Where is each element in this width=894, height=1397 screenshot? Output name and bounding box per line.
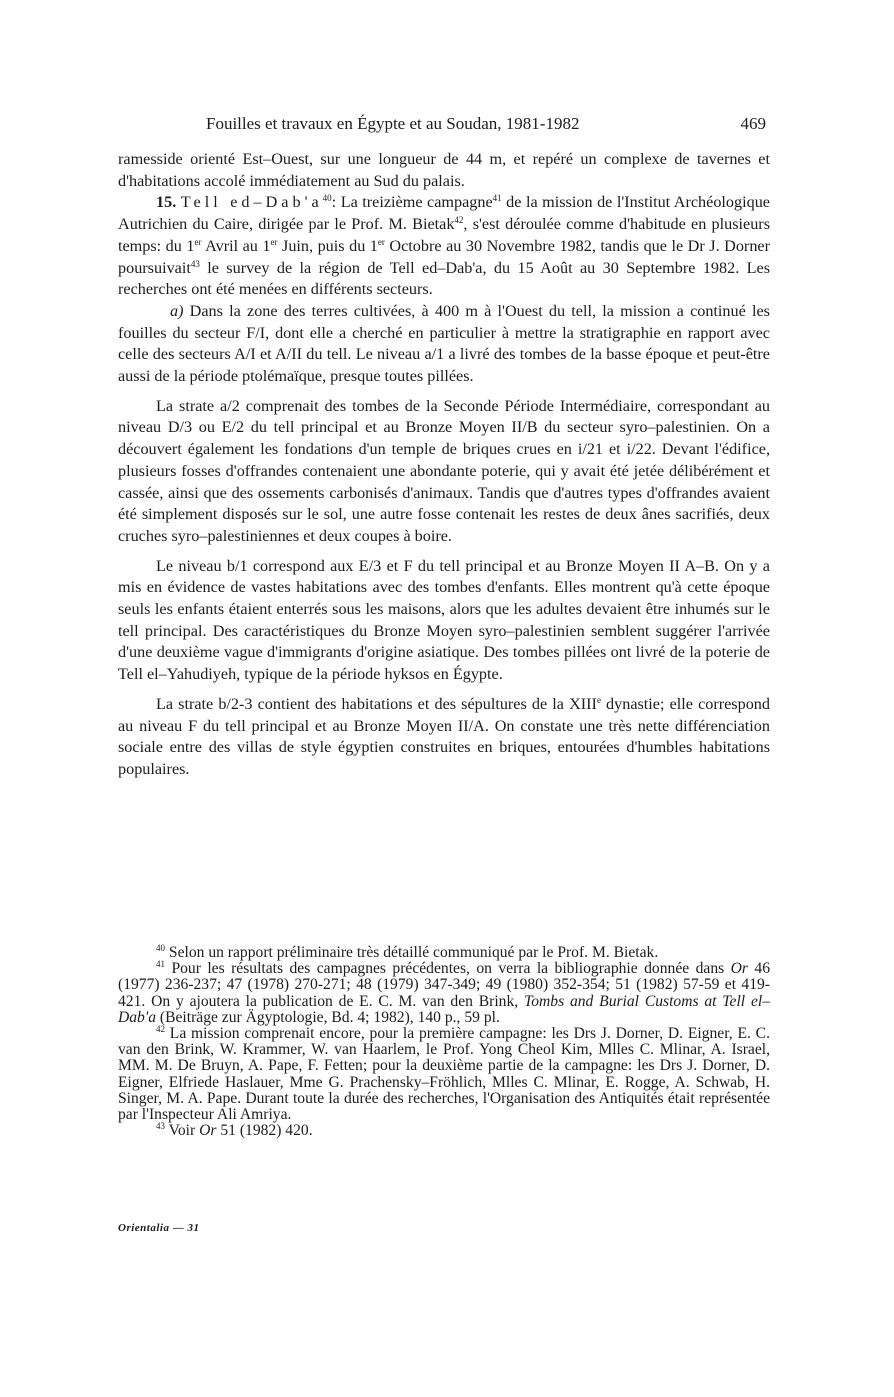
signature-mark: Orientalia — 31 [118, 1222, 200, 1234]
site-name: Tell ed–Dab'a [180, 193, 323, 212]
footnote-number: 40 [156, 943, 165, 953]
list-label: a) [170, 301, 184, 320]
footnote-number: 43 [156, 1121, 165, 1132]
footnote-number: 41 [156, 959, 165, 970]
footnote-number: 42 [156, 1024, 165, 1035]
running-title: Fouilles et travaux en Égypte et au Soudan, 1981-1982 [206, 114, 580, 133]
footnote-42: $^{42}$ La mission comprenait encore, pour la première campagne: les Drs J. Dorner, D. Eigner, E. C. van den Brink, W. Krammer, W. van Haarlem, le Prof. Yong Cheol Kim, Mlles C. Mlinar, A. Israel, MM. M. De Bruyn, A. Pape, F. Fetten; pour la deuxième partie de la campagne: les Drs J. Dorner, D. Eigner, Elfriede Haslauer, Mme G. Prachensky–Fröhlich, Mlles C. Mlinar, E. Rogge, A. Schwab, H. Singer, M. A. Pape. Durant toute la durée des recherches, l'Organisation des Antiquités était représentée par l'Inspecteur Ali Amriya. [118, 1024, 770, 1124]
footnote-ref-43[interactable]: 43 [190, 258, 200, 269]
paragraph-niveau-b1: Le niveau b/1 correspond aux E/3 et F du tell principal et au Bronze Moyen II A–B. On y a mis en évidence de vastes habitations avec des tombes d'enfants. Elles montrent qu'à cette époque seuls les enfants étaient enterrés sous les maisons, alors que les adultes devaient être inhumés sur le tell principal. Des caractéristiques du Bronze Moyen syro–palestinien semblent suggérer l'arrivée d'une deuxième vague d'immigrants d'origine asiatique. Des tombes pillées ont livré de la poterie de Tell el–Yahudiyeh, typique de la période hyksos en Égypte. [118, 556, 770, 684]
footnotes [118, 945, 770, 1139]
footnote-ref-41[interactable]: 41 [492, 193, 502, 204]
paragraph-section-15: 15. Tell $ed-Dab'a^{40}$: La treizième campagne$^{41}$ de la mission de l'Institut Archéologique Autrichien du Caire, dirigée par le Prof. M. Bietak$^{42}$, s'est déroulée comme d'habitude en plusieurs temps: du 1er Avril au 1er Juin, puis du 1er Octobre au 30 Novembre 1982, tandis que le Dr J. Dorner poursuivait$^{43}$ le survey de la région de Tell ed–Dab'a, du 15 Août au 30 Septembre 1982. Les recherches ont été menées en différents secteurs. [118, 193, 771, 299]
section-number: 15. [156, 193, 177, 212]
main-text [118, 149, 770, 781]
footnote-41: $^{41}$ Pour les résultats des campagnes précédentes, on verra la bibliographie donnée dans Or 46 (1977) 236-237; 47 (1978) 270-271; 48 (1979) 347-349; 49 (1980) 352-354; 51 (1982) 57-59 et 419-421. On y ajoutera la publication de E. C. M. van den Brink, Tombs and Burial Customs at Tell el–Dab'a (Beiträge zur Ägyptologie, Bd. 4; 1982), 140 p., 59 pl. [118, 959, 770, 1026]
paragraph-a: a) Dans la zone des terres cultivées, à 400 m à l'Ouest du tell, la mission a continué les fouilles du secteur F/I, dont elle a cherché en particulier à mettre la stratigraphie en rapport avec celle des secteurs A/I et A/II du tell. Le niveau a/1 a livré des tombes de la basse époque et peut-être aussi de la période ptolémaïque, presque toutes pillées. [118, 301, 770, 386]
paragraph-continuation: ramesside orienté Est–Ouest, sur une longueur de 44 m, et repéré un complexe de tavernes et d'habitations accolé immédiatement au Sud du palais. [118, 150, 770, 190]
paragraph-strate-b2-3: La strate b/2-3 contient des habitations et des sépultures de la XIIIe dynastie; elle correspond au niveau F du tell principal et au Bronze Moyen II/A. On constate une très nette différenciation sociale entre des villas de style égyptien construites en briques, entourées d'humbles habitations populaires. [118, 694, 770, 778]
footnote-40: $^{40}$ Selon un rapport préliminaire très détaillé communiqué par le Prof. M. Bietak. [156, 943, 659, 961]
page-number: 469 [740, 114, 766, 133]
footnote-ref-40[interactable]: 40 [322, 193, 332, 204]
paragraph-strate-a2: La strate a/2 comprenait des tombes de la Seconde Période Intermédiaire, correspondant au niveau D/3 ou E/2 du tell principal et au Bronze Moyen II/B du secteur syro–palestinien. On a découvert également les fondations d'un temple de briques crues en i/21 et i/22. Devant l'édifice, plusieurs fosses d'offrandes contenaient une abondante poterie, qui y avait été jetée délibérément et cassée, ainsi que des ossements carbonisés d'animaux. Tandis que d'autres types d'offrandes avaient été simplement disposés sur le sol, une autre fosse contenait les restes de deux ânes sacrifiés, deux cruches syro–palestiniennes et deux coupes à boire. [118, 396, 770, 545]
footnote-43: $^{43}$ Voir Or 51 (1982) 420. [156, 1121, 313, 1140]
book-title: Tombs and Burial Customs at Tell el–Dab'a [118, 992, 770, 1026]
footnote-ref-42[interactable]: 42 [454, 215, 464, 226]
